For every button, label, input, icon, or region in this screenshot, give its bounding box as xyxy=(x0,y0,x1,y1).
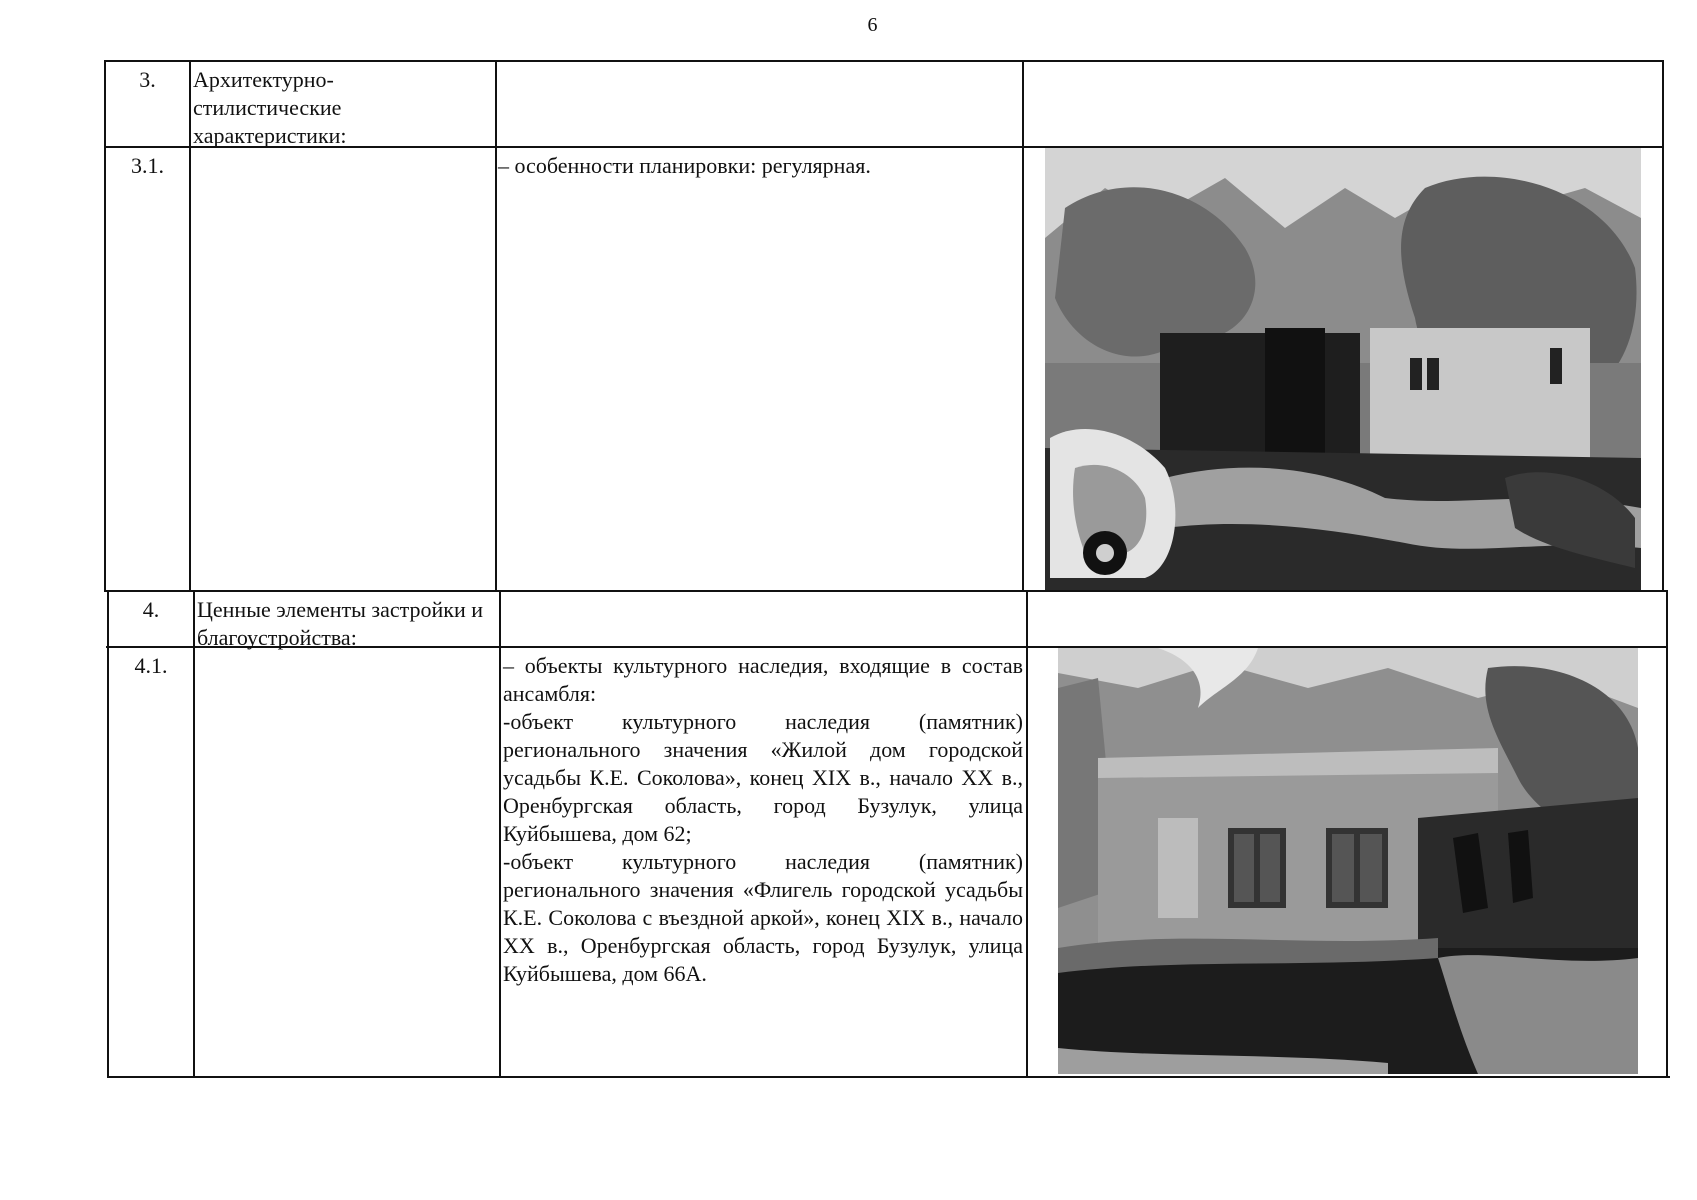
table-border xyxy=(108,1076,1670,1078)
table-border xyxy=(1022,60,1024,592)
photo-street-courtyard-image xyxy=(1045,148,1641,590)
table-border xyxy=(1026,590,1028,1078)
table-border xyxy=(106,590,1668,592)
description-line: -объект культурного наследия (памятник) регионального значения «Жилой дом городской усадьбы К.Е. Соколова», конец XIX в., начало XX в., Оренбургская область, город Бузулук, улица Куйбышева, дом 62; xyxy=(503,709,1023,846)
row-number: 4.1. xyxy=(134,653,168,678)
table-border xyxy=(189,60,191,592)
photo-house-facade xyxy=(1058,648,1638,1074)
description-line: – объекты культурного наследия, входящие в состав ансамбля: xyxy=(503,653,1023,706)
table-border xyxy=(499,590,501,1078)
row-number: 3. xyxy=(139,67,156,92)
row-label: Ценные элементы застройки и благоустройства: xyxy=(197,597,483,650)
description-line: -объект культурного наследия (памятник) регионального значения «Флигель городской усадьбы К.Е. Соколова с въездной аркой», конец XIX в., начало XX в., Оренбургская область, город Бузулук, улица Куйбышева, дом 66А. xyxy=(503,849,1023,986)
table-border xyxy=(104,60,106,592)
row-description: – особенности планировки: регулярная. xyxy=(498,153,871,178)
table-border xyxy=(193,590,195,1078)
table-border xyxy=(495,60,497,592)
photo-house-facade-image xyxy=(1058,648,1638,1074)
row-number: 4. xyxy=(142,597,160,622)
row-label: Архитектурно-стилистические характеристики: xyxy=(193,67,347,148)
row-number: 3.1. xyxy=(131,153,164,178)
page-number: 6 xyxy=(867,14,878,36)
table-border xyxy=(1666,590,1668,1078)
row-description xyxy=(503,652,1023,988)
table-border xyxy=(1662,60,1664,592)
photo-street-courtyard xyxy=(1045,148,1641,590)
table-border xyxy=(104,60,1664,62)
